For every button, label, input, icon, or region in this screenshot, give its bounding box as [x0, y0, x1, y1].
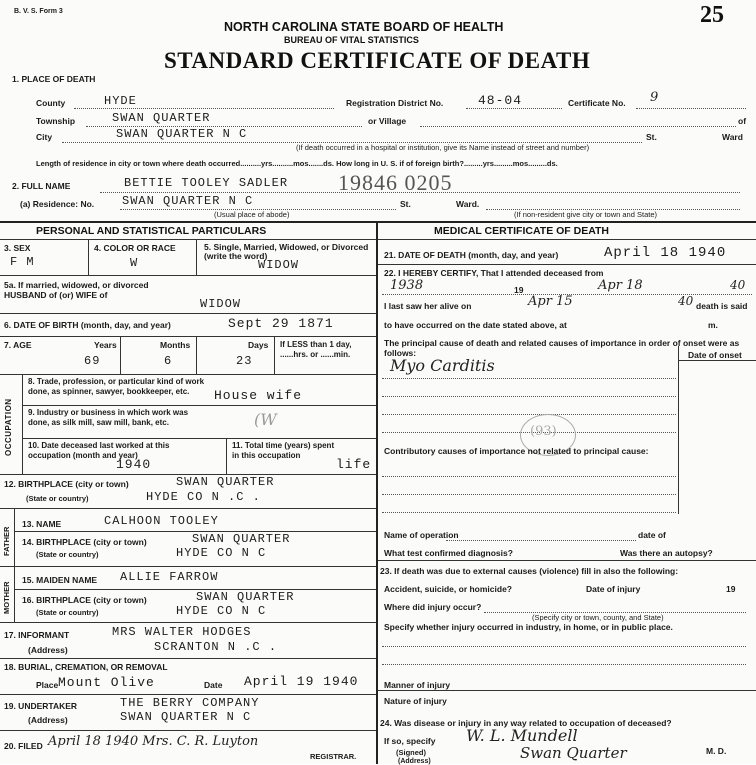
marital-value: WIDOW [258, 258, 300, 272]
cause-label: The principal cause of death and related causes of importance in order of onset were as follows: [384, 338, 740, 358]
nineteen-1: 19 [514, 285, 524, 295]
industry-mark: (W [254, 410, 277, 429]
city-value: SWAN QUARTER N C [116, 127, 248, 141]
abode-note: (Usual place of abode) [214, 210, 290, 219]
residence-ward-label: Ward. [456, 199, 480, 209]
burial-date: April 19 1940 [244, 674, 359, 689]
burial-date-label: Date [204, 680, 223, 690]
mother-name: ALLIE FARROW [120, 570, 219, 584]
form-id: B. V. S. Form 3 [14, 8, 63, 15]
autopsy-label: Was there an autopsy? [620, 548, 713, 558]
st-label: St. [646, 132, 657, 142]
birthplace-state-label: (State or country) [26, 494, 89, 503]
death-date-label: 21. DATE OF DEATH (month, day, and year) [384, 250, 559, 260]
dob-label: 6. DATE OF BIRTH (month, day, and year) [4, 320, 171, 330]
death-said: death is said [696, 301, 748, 311]
operation-date-label: date of [638, 530, 666, 540]
years-label: Years [94, 340, 117, 350]
injury-date-label: Date of injury [586, 584, 641, 594]
color-label: 4. COLOR OR RACE [94, 243, 176, 253]
residence-value: SWAN QUARTER N C [122, 194, 254, 208]
burial-place-label: Place [36, 680, 59, 690]
informant-address-label: (Address) [28, 645, 68, 655]
township-label: Township [36, 116, 76, 126]
occupation-question: 24. Was disease or injury in any way related to occupation of deceased? [380, 718, 672, 728]
file-stamp: 19846 0205 [338, 170, 453, 195]
nature-label: Nature of injury [384, 696, 447, 706]
certificate-label: Certificate No. [568, 98, 626, 108]
mother-bp-state: HYDE CO N C [176, 604, 267, 618]
undertaker-address-label: (Address) [28, 715, 68, 725]
sex-label: 3. SEX [4, 243, 31, 253]
of-label: of [738, 116, 747, 126]
attended-to: Apr 18 [598, 278, 643, 293]
certify-label: 22. I HEREBY CERTIFY, That I attended deceased from [384, 268, 604, 278]
mother-bp-state-label: (State or country) [36, 608, 99, 617]
external-label: 23. If death was due to external causes (violence) fill in also the following: [380, 566, 679, 576]
attended-from: 1938 [390, 278, 424, 293]
mother-side-label: MOTHER [2, 581, 11, 614]
page-number: 25 [700, 2, 724, 28]
trade-label: 8. Trade, profession, or particular kind of work done, as spinner, sawyer, bookkeeper, etc. [28, 377, 205, 396]
burial-place: Mount Olive [58, 675, 155, 690]
signature: W. L. Mundell [466, 726, 578, 745]
reg-district-value: 48-04 [478, 93, 523, 108]
informant-address: SCRANTON N .C . [154, 640, 278, 654]
days-label: Days [248, 340, 269, 350]
signed-label: (Signed) [396, 748, 426, 757]
reg-district-label: Registration District No. [346, 98, 444, 108]
occurred-label: to have occurred on the date stated above, at [384, 320, 567, 330]
operation-label: Name of operation [384, 530, 459, 540]
test-label: What test confirmed diagnosis? [384, 548, 513, 558]
review-mark: (93) [530, 424, 557, 439]
age-years: 69 [84, 354, 101, 368]
industry-label: 9. Industry or business in which work was done, as silk mill, saw mill, bank, etc. [28, 408, 189, 427]
agency-heading: NORTH CAROLINA STATE BOARD OF HEALTH [224, 20, 504, 34]
residence-length: Length of residence in city or town where death occurred..........yrs..........mos.......ds. How long in U. S. if of foreign birth?.........yrs.........mos.........ds. [36, 159, 558, 168]
page-title: STANDARD CERTIFICATE OF DEATH [164, 48, 591, 73]
injury-where-label: Where did injury occur? [384, 602, 482, 612]
specify-industry: Specify whether injury occurred in industry, in home, or in public place. [384, 622, 673, 632]
father-bp-state-label: (State or country) [36, 550, 99, 559]
less-than-day: If LESS than 1 day, ......hrs. or ......min. [280, 340, 352, 359]
birthplace-state: HYDE CO N .C . [146, 490, 261, 504]
hospital-note: (If death occurred in a hospital or institution, give its Name instead of street and number) [296, 143, 590, 152]
father-name: CALHOON TOOLEY [104, 514, 219, 528]
color-value: W [130, 256, 139, 270]
last-saw-value: Apr 15 [528, 294, 573, 309]
if-so-label: If so, specify [384, 736, 436, 746]
spouse-label: 5a. If married, widowed, or divorced HUSBAND of (or) WIFE of [4, 280, 149, 300]
burial-label: 18. BURIAL, CREMATION, OR REMOVAL [4, 662, 168, 672]
specify-note: (Specify city or town, county, and State) [532, 613, 664, 622]
death-date-value: April 18 1940 [604, 245, 727, 261]
left-section-title: PERSONAL AND STATISTICAL PARTICULARS [36, 225, 267, 237]
certificate-value: 9 [650, 90, 659, 105]
age-months: 6 [164, 354, 173, 368]
age-days: 23 [236, 354, 253, 368]
marital-label: 5. Single, Married, Widowed, or Divorced (write the word) [204, 242, 369, 261]
undertaker-value: THE BERRY COMPANY [120, 696, 260, 710]
full-name-value: BETTIE TOOLEY SADLER [124, 176, 289, 190]
last-saw-label: I last saw her alive on [384, 301, 472, 311]
nonresident-note: (If non-resident give city or town and State) [514, 210, 657, 219]
occupation-side-label: OCCUPATION [4, 398, 13, 456]
age-label: 7. AGE [4, 340, 32, 350]
months-label: Months [160, 340, 191, 350]
ward-label: Ward [722, 132, 743, 142]
undertaker-address: SWAN QUARTER N C [120, 710, 252, 724]
mother-name-label: 15. MAIDEN NAME [22, 575, 98, 585]
father-name-label: 13. NAME [22, 519, 62, 529]
informant-label: 17. INFORMANT [4, 630, 70, 640]
residence-label: (a) Residence: No. [20, 199, 95, 209]
cause-value: Myo Carditis [390, 356, 495, 375]
last-saw-year: 40 [678, 294, 694, 308]
father-bp-state: HYDE CO N C [176, 546, 267, 560]
nineteen-2: 19 [726, 584, 736, 594]
attended-year-end: 40 [730, 278, 746, 292]
total-time-value: life [336, 457, 372, 472]
place-section-label: 1. PLACE OF DEATH [12, 74, 96, 84]
trade-value: House wife [214, 388, 303, 403]
dob-value: Sept 29 1871 [228, 316, 334, 331]
father-bp-label: 14. BIRTHPLACE (city or town) [22, 537, 147, 547]
birthplace-label: 12. BIRTHPLACE (city or town) [4, 479, 129, 489]
mother-bp-label: 16. BIRTHPLACE (city or town) [22, 595, 147, 605]
last-worked-value: 1940 [116, 457, 152, 472]
registrar-label: REGISTRAR. [310, 752, 357, 761]
last-worked-label: 10. Date deceased last worked at this occupation (month and year) [28, 441, 170, 460]
city-label: City [36, 132, 53, 142]
residence-st-label: St. [400, 199, 411, 209]
village-label: or Village [368, 116, 407, 126]
sig-address-label: (Address) [398, 758, 431, 765]
manner-label: Manner of injury [384, 680, 451, 690]
m-label: m. [708, 320, 718, 330]
contributory-label: Contributory causes of importance not related to principal cause: [384, 446, 649, 456]
birthplace-city: SWAN QUARTER [176, 475, 275, 489]
father-side-label: FATHER [2, 526, 11, 556]
county-value: HYDE [104, 94, 137, 108]
county-label: County [36, 98, 66, 108]
bureau-heading: BUREAU OF VITAL STATISTICS [284, 35, 419, 45]
filed-label: 20. FILED [4, 741, 43, 751]
mother-bp-city: SWAN QUARTER [196, 590, 295, 604]
township-value: SWAN QUARTER [112, 111, 211, 125]
spouse-value: WIDOW [200, 297, 242, 311]
right-section-title: MEDICAL CERTIFICATE OF DEATH [434, 225, 609, 237]
filed-value: April 18 1940 Mrs. C. R. Luyton [48, 734, 259, 749]
total-time-label: 11. Total time (years) spent in this occupation [232, 441, 335, 460]
informant-value: MRS WALTER HODGES [112, 625, 252, 639]
sig-address: Swan Quarter [520, 744, 627, 762]
father-bp-city: SWAN QUARTER [192, 532, 291, 546]
md-label: M. D. [706, 746, 727, 756]
onset-label: Date of onset [688, 350, 742, 360]
accident-label: Accident, suicide, or homicide? [384, 584, 512, 594]
full-name-label: 2. FULL NAME [12, 181, 71, 191]
undertaker-label: 19. UNDERTAKER [4, 701, 78, 711]
sex-value: F M [10, 255, 35, 269]
